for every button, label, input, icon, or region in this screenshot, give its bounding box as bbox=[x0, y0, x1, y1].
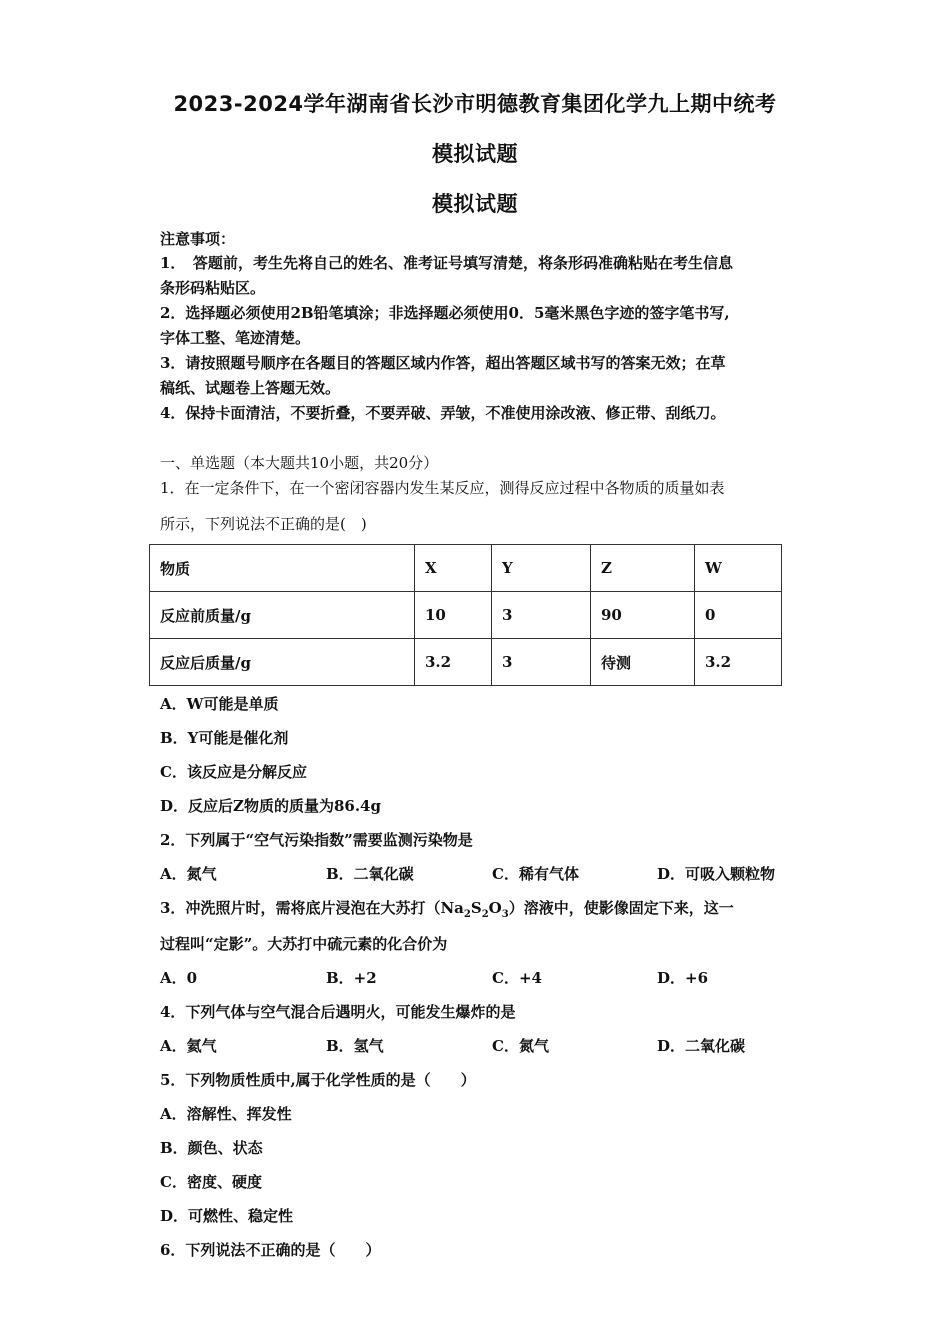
table-header-row bbox=[150, 545, 782, 592]
note-4: 4．保持卡面清洁，不要折叠，不要弄破、弄皱，不准使用涂改液、修正带、刮纸刀。 bbox=[160, 404, 726, 422]
note-2-line1: 2．选择题必须使用2B铅笔填涂；非选择题必须使用0．5毫米黑色字迹的签字笔书写, bbox=[160, 304, 730, 322]
oxygen-symbol: O bbox=[488, 899, 502, 917]
q5-option-a: A．溶解性、挥发性 bbox=[160, 1105, 292, 1123]
table-cell: 反应后质量/g bbox=[150, 639, 415, 686]
sodium-symbol: Na bbox=[440, 899, 464, 917]
q2-option-a: A．氮气 bbox=[160, 865, 217, 883]
table-cell: 90 bbox=[591, 592, 695, 639]
q3-stem-part-b: ）溶液中，使影像固定下来，这一 bbox=[508, 899, 734, 917]
q1-option-c: C．该反应是分解反应 bbox=[160, 763, 307, 781]
question-5-stem: 5．下列物质性质中,属于化学性质的是（ ） bbox=[160, 1071, 476, 1089]
q3-option-c: C．+4 bbox=[492, 969, 542, 987]
q4-option-d: D．二氧化碳 bbox=[657, 1037, 746, 1055]
question-6-stem: 6．下列说法不正确的是（ ） bbox=[160, 1241, 381, 1259]
table-row bbox=[150, 592, 782, 639]
exam-title-line2: 模拟试题 bbox=[432, 142, 518, 166]
q2-option-d: D．可吸入颗粒物 bbox=[657, 865, 776, 883]
table-cell: 待测 bbox=[591, 639, 695, 686]
oxygen-subscript: 3 bbox=[501, 909, 509, 920]
q5-option-d: D．可燃性、稳定性 bbox=[160, 1207, 294, 1225]
table-cell: X bbox=[415, 545, 492, 592]
question-1-stem-line2: 所示，下列说法不正确的是( ) bbox=[160, 515, 367, 533]
table-cell: 3 bbox=[492, 592, 591, 639]
question-3-stem-line1 bbox=[160, 897, 734, 920]
q2-option-c: C．稀有气体 bbox=[492, 865, 579, 883]
q1-option-a: A．W可能是单质 bbox=[160, 695, 279, 713]
table-cell: 3.2 bbox=[695, 639, 782, 686]
table-cell: 0 bbox=[695, 592, 782, 639]
note-3-line2: 稿纸、试题卷上答题无效。 bbox=[160, 379, 341, 397]
note-1-line2: 条形码粘贴区。 bbox=[160, 279, 266, 297]
q3-option-d: D．+6 bbox=[657, 969, 709, 987]
q5-option-b: B．颜色、状态 bbox=[160, 1139, 263, 1157]
note-1-line1: 1． 答题前，考生先将自己的姓名、准考证号填写清楚，将条形码准确粘贴在考生信息 bbox=[160, 254, 733, 272]
question-2-stem: 2．下列属于“空气污染指数”需要监测污染物是 bbox=[160, 831, 473, 849]
q4-option-b: B．氢气 bbox=[326, 1037, 384, 1055]
notes-heading: 注意事项： bbox=[160, 230, 236, 248]
q2-option-b: B．二氧化碳 bbox=[326, 865, 414, 883]
q3-option-a: A．0 bbox=[160, 969, 198, 987]
table-cell: 3.2 bbox=[415, 639, 492, 686]
q1-option-b: B．Y可能是催化剂 bbox=[160, 729, 289, 747]
table-cell: Z bbox=[591, 545, 695, 592]
sulfur-symbol: S bbox=[470, 899, 482, 917]
q4-option-c: C．氮气 bbox=[492, 1037, 549, 1055]
question-1-stem-line1: 1．在一定条件下，在一个密闭容器内发生某反应，测得反应过程中各物质的质量如表 bbox=[160, 479, 725, 497]
q3-option-b: B．+2 bbox=[326, 969, 377, 987]
q4-option-a: A．氦气 bbox=[160, 1037, 217, 1055]
note-2-line2: 字体工整、笔迹清楚。 bbox=[160, 329, 311, 347]
q1-option-d: D．反应后Z物质的质量为86.4g bbox=[160, 797, 381, 815]
q3-stem-part-a: 3．冲洗照片时，需将底片浸泡在大苏打（ bbox=[160, 899, 441, 917]
table-cell: 10 bbox=[415, 592, 492, 639]
note-3-line1: 3．请按照题号顺序在各题目的答题区域内作答，超出答题区域书写的答案无效；在草 bbox=[160, 354, 726, 372]
question-4-stem: 4．下列气体与空气混合后遇明火，可能发生爆炸的是 bbox=[160, 1003, 516, 1021]
table-row bbox=[150, 639, 782, 686]
section-heading: 一、单选题（本大题共10小题，共20分） bbox=[160, 454, 439, 472]
sodium-subscript: 2 bbox=[463, 909, 471, 920]
table-cell: Y bbox=[492, 545, 591, 592]
exam-title-line1: 2023-2024学年湖南省长沙市明德教育集团化学九上期中统考 bbox=[173, 92, 777, 116]
mass-table bbox=[149, 544, 782, 686]
table-cell: 3 bbox=[492, 639, 591, 686]
question-3-stem-line2: 过程叫“定影”。大苏打中硫元素的化合价为 bbox=[160, 935, 448, 953]
sulfur-subscript: 2 bbox=[481, 909, 489, 920]
table-cell: 反应前质量/g bbox=[150, 592, 415, 639]
table-cell: W bbox=[695, 545, 782, 592]
table-cell: 物质 bbox=[150, 545, 415, 592]
q5-option-c: C．密度、硬度 bbox=[160, 1173, 262, 1191]
exam-title-line3: 模拟试题 bbox=[432, 192, 518, 216]
